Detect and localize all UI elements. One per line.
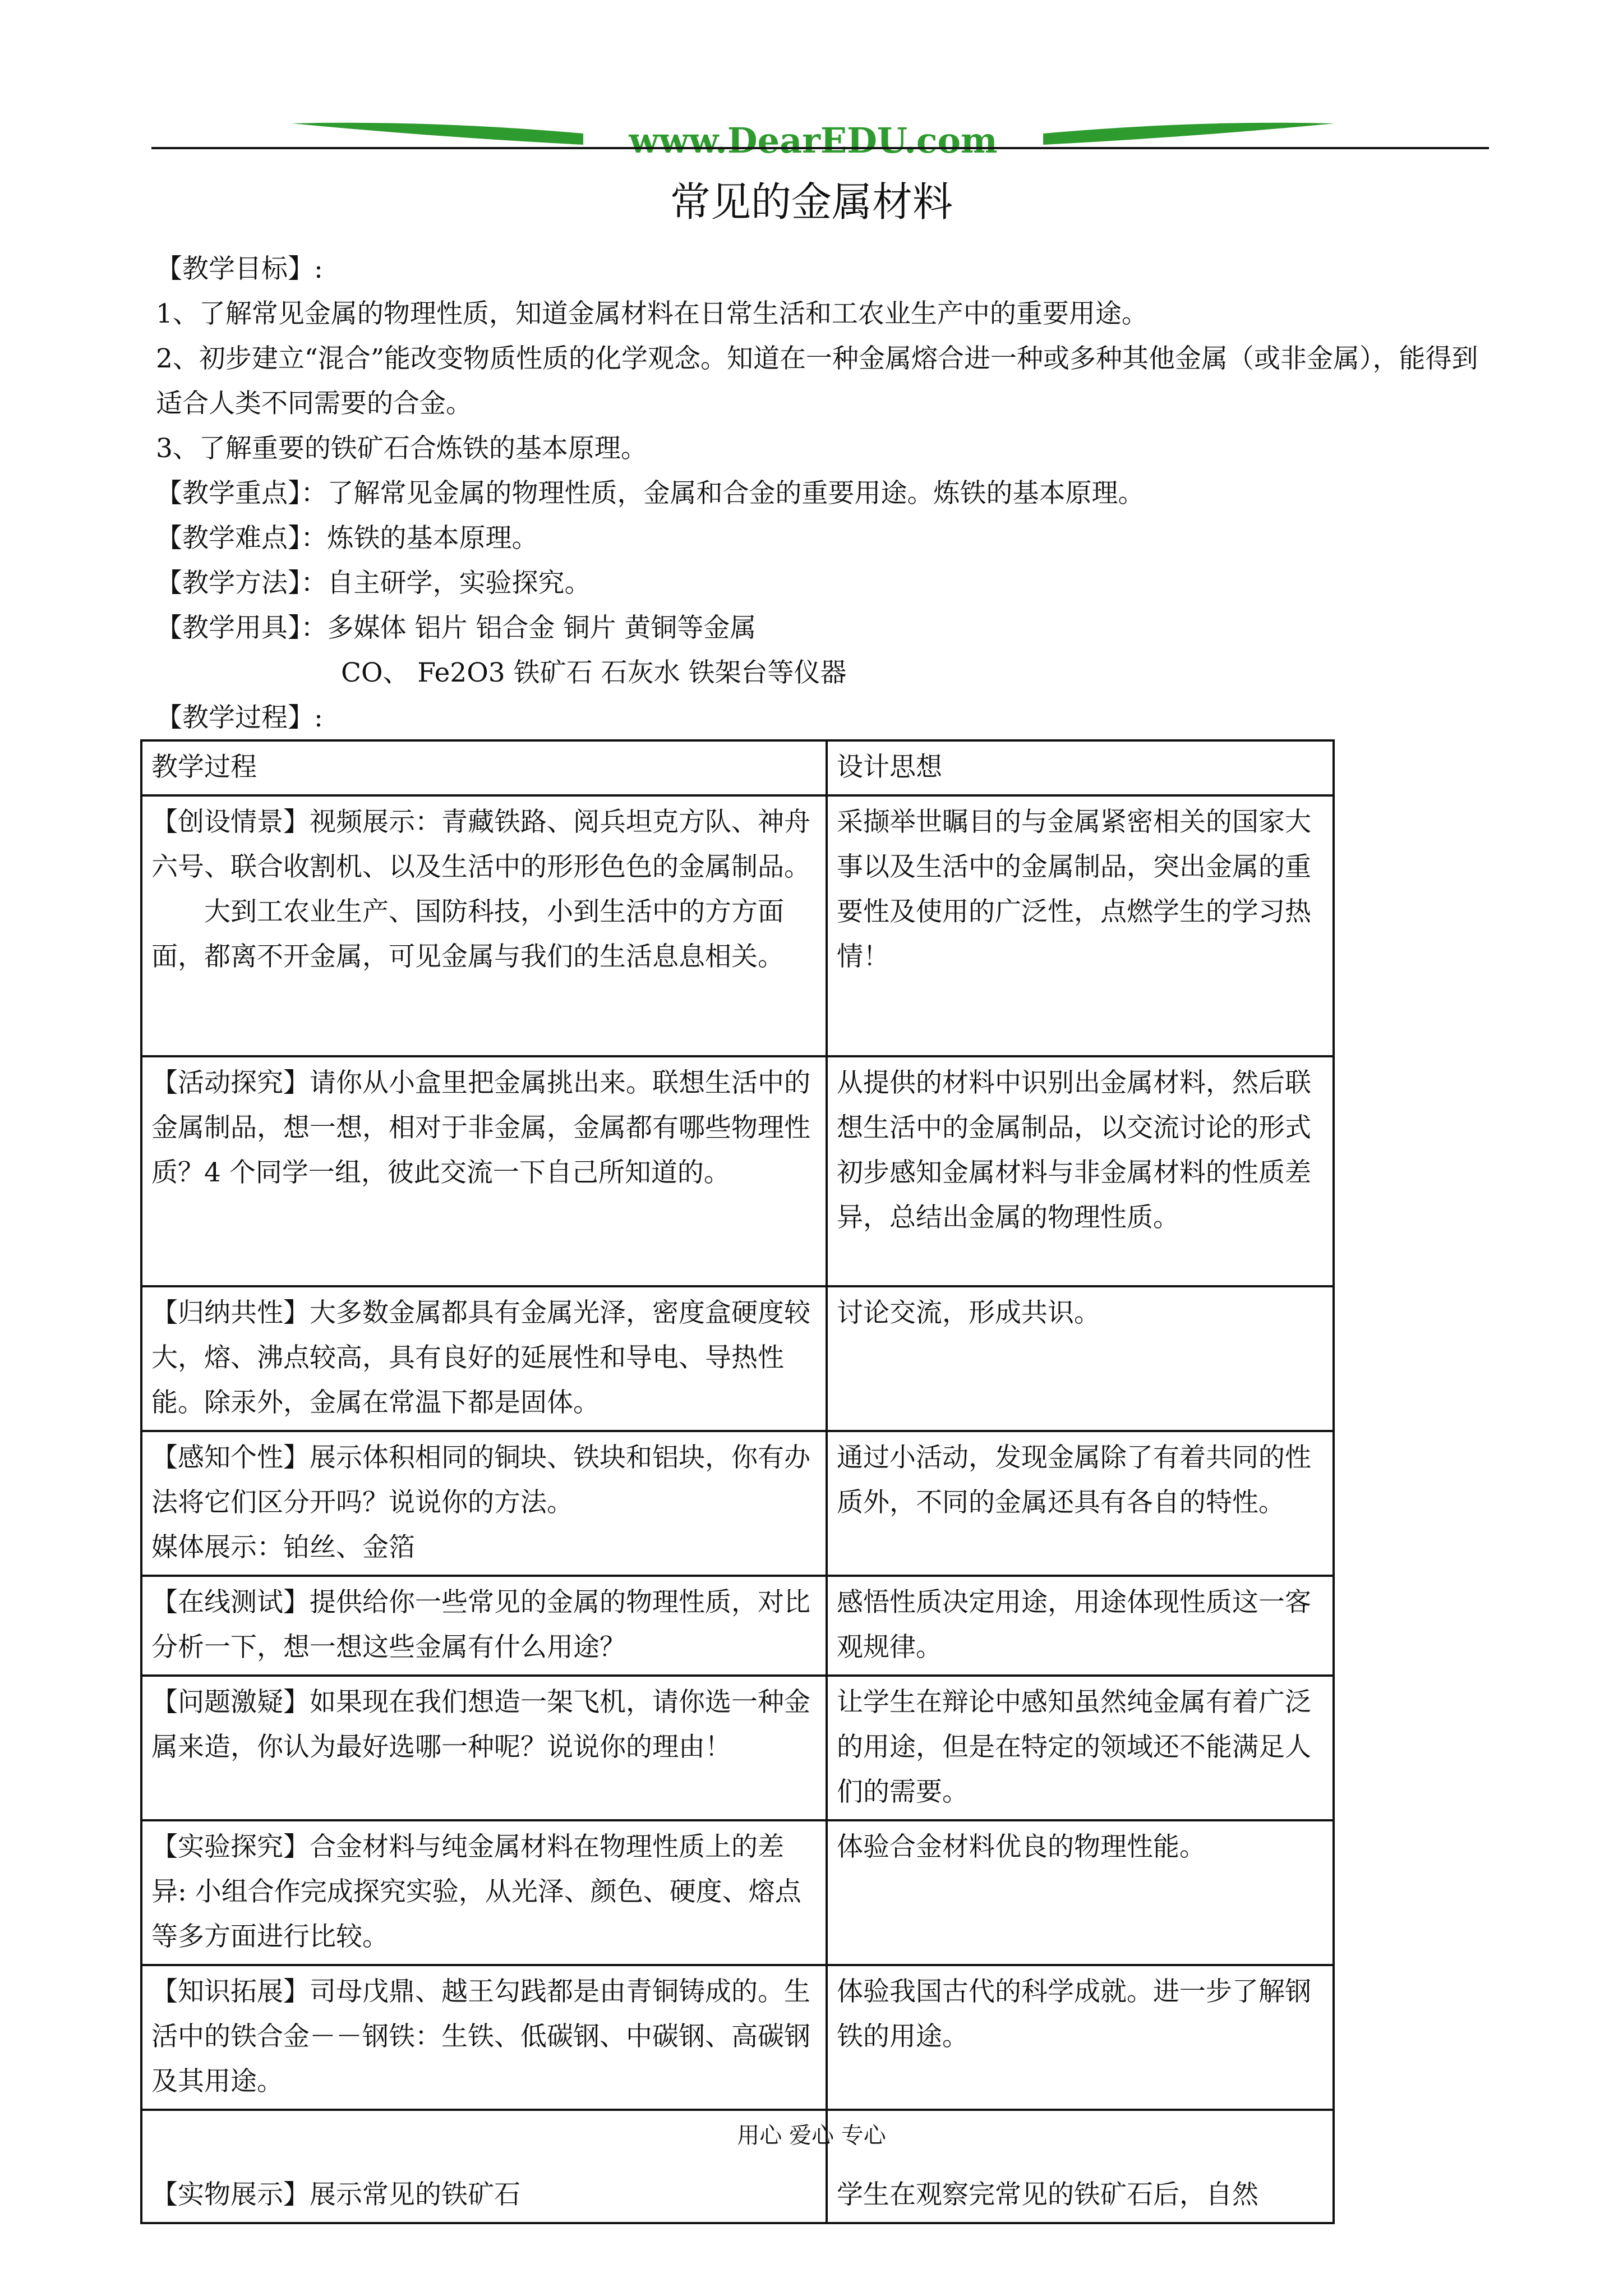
process-label: 【教学过程】: [156,702,323,733]
design-cell: 通过小活动，发现金属除了有着共同的性质外，不同的金属还具有各自的特性。 [827,1431,1334,1576]
design-cell: 感悟性质决定用途，用途体现性质这一客观规律。 [827,1576,1334,1676]
process-text: 【实物展示】展示常见的铁矿石 [151,2179,520,2210]
process-text: 媒体展示：铂丝、金箔 [151,1532,415,1563]
document-body [156,247,1491,740]
design-cell: 从提供的材料中识别出金属材料，然后联想生活中的金属制品，以交流讨论的形式初步感知金属材料与非金属材料的性质差异，总结出金属的物理性质。 [827,1056,1334,1286]
process-cell [141,795,827,1056]
process-cell: 【知识拓展】司母戊鼎、越王勾践都是由青铜铸成的。生活中的铁合金－－钢铁：生铁、低碳钢、中碳钢、高碳钢及其用途。 [141,1965,827,2110]
table-row [141,795,1334,1056]
design-cell: 体验合金材料优良的物理性能。 [827,1820,1334,1965]
design-cell: 采撷举世瞩目的与金属紧密相关的国家大事以及生活中的金属制品，突出金属的重要性及使用的广泛性，点燃学生的学习热情！ [827,795,1334,1056]
process-cell: 【问题激疑】如果现在我们想造一架飞机，请你选一种金属来造，你认为最好选哪一种呢？说说你的理由！ [141,1676,827,1820]
tools-line-1: 【教学用具】：多媒体 铝片 铝合金 铜片 黄铜等金属 [156,613,757,643]
page-footer: 用心 爱心 专心 [737,2123,886,2148]
logo-left-swoosh [292,123,583,145]
design-cell: 体验我国古代的科学成就。进一步了解钢铁的用途。 [827,1965,1334,2110]
header-process: 教学过程 [141,740,827,795]
table-row [141,1576,1334,1676]
header-rule [151,147,1489,149]
process-text: 【创设情景】视频展示：青藏铁路、阅兵坦克方队、神舟六号、联合收割机、以及生活中的形形色色的金属制品。 [151,807,810,882]
key-points: 【教学重点】：了解常见金属的物理性质，金属和合金的重要用途。炼铁的基本原理。 [156,478,1145,509]
process-cell: 【活动探究】请你从小盒里把金属挑出来。联想生活中的金属制品，想一想，相对于非金属，金属都有哪些物理性质？4 个同学一组，彼此交流一下自己所知道的。 [141,1056,827,1286]
objective-item-1: 1、了解常见金属的物理性质，知道金属材料在日常生活和工农业生产中的重要用途。 [156,298,1148,329]
logo-right-swoosh [1043,123,1335,145]
process-text: 大到工农业生产、国防科技，小到生活中的方方面面，都离不开金属，可见金属与我们的生活息息相关。 [151,896,784,972]
logo-text: www.DearEDU.com [629,120,998,161]
objectives-label: 【教学目标】: [156,254,323,284]
process-table [140,739,1335,2224]
methods: 【教学方法】：自主研学，实验探究。 [156,568,591,599]
table-row [141,1056,1334,1286]
table-row [141,1286,1334,1431]
header-design: 设计思想 [827,740,1334,795]
design-cell: 讨论交流，形成共识。 [827,1286,1334,1431]
table-row [141,1676,1334,1820]
table-header-row [141,740,1334,795]
process-text: 【感知个性】展示体积相同的铜块、铁块和铝块，你有办法将它们区分开吗？说说你的方法。 [151,1442,810,1518]
process-cell [141,1431,827,1576]
process-cell: 【实验探究】合金材料与纯金属材料在物理性质上的差异: 小组合作完成探究实验，从光泽、颜色、硬度、熔点等多方面进行比较。 [141,1820,827,1965]
table-row [141,1820,1334,1965]
page-title: 常见的金属材料 [670,178,953,226]
objective-item-2: 2、初步建立“混合”能改变物质性质的化学观念。知道在一种金属熔合进一种或多种其他金属（或非金属），能得到适合人类不同需要的合金。 [156,343,1478,419]
process-cell: 【在线测试】提供给你一些常见的金属的物理性质，对比分析一下，想一想这些金属有什么用途？ [141,1576,827,1676]
design-text: 学生在观察完常见的铁矿石后，自然 [837,2179,1258,2210]
tools-line-2: CO、 Fe2O3 铁矿石 石灰水 铁架台等仪器 [341,657,847,688]
objective-item-3: 3、了解重要的铁矿石合炼铁的基本原理。 [156,433,647,464]
design-cell: 让学生在辩论中感知虽然纯金属有着广泛的用途，但是在特定的领域还不能满足人们的需要。 [827,1676,1334,1820]
header-logo [292,112,1335,163]
table-row [141,1965,1334,2110]
process-cell: 【归纳共性】大多数金属都具有金属光泽，密度盒硬度较大，熔、沸点较高，具有良好的延展性和导电、导热性能。除汞外，金属在常温下都是固体。 [141,1286,827,1431]
table-row [141,1431,1334,1576]
difficulties: 【教学难点】：炼铁的基本原理。 [156,523,538,554]
